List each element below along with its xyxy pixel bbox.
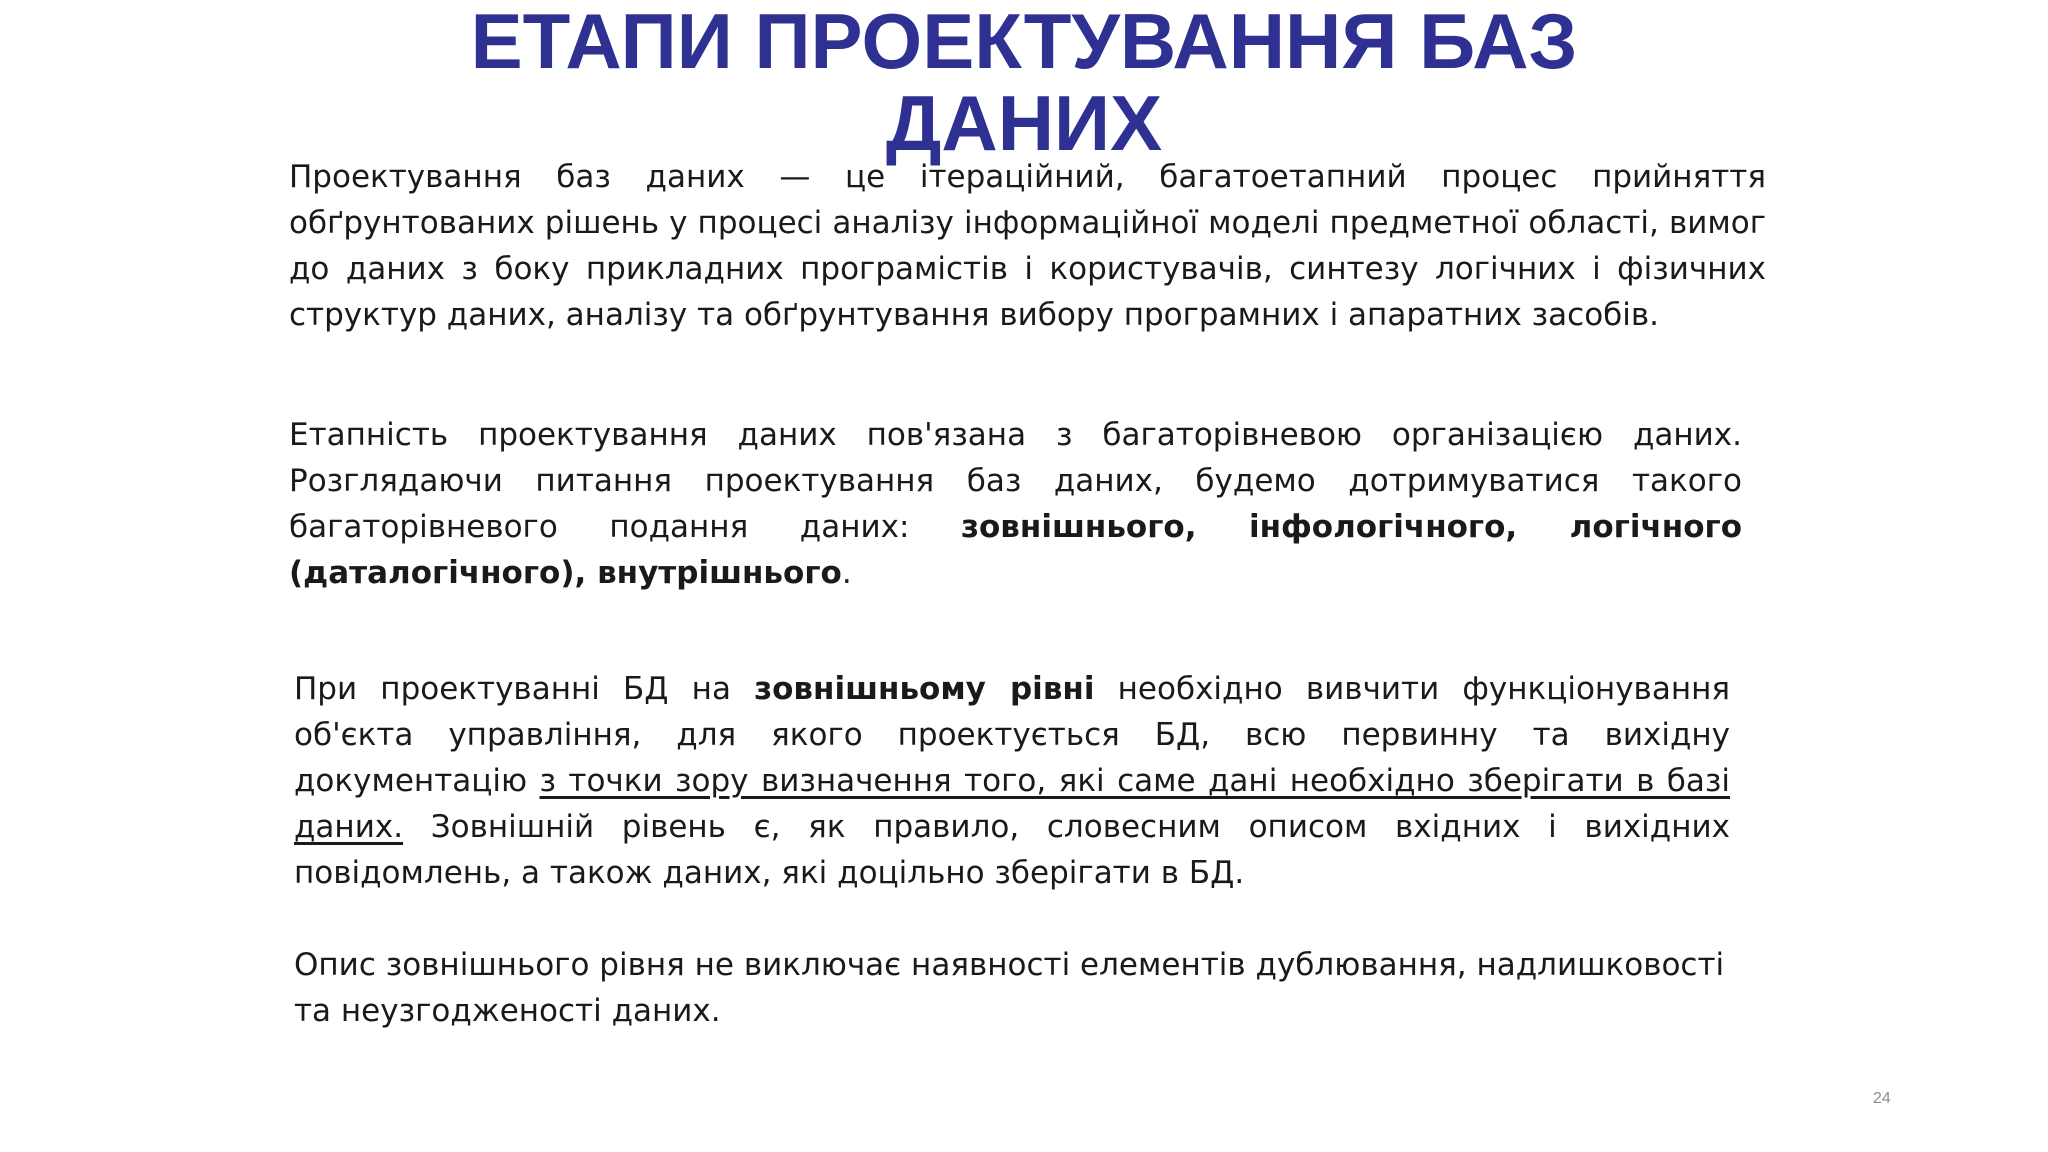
paragraph-external-bold: зовнішньому рівні	[754, 671, 1095, 707]
paragraph-external-text-start: При проектуванні БД на	[294, 671, 755, 707]
paragraph-external-underlined: з точки зору визначення того, які саме дані необхідно зберігати в базі даних.	[294, 763, 1731, 845]
paragraph-definition: Проектування баз даних — це ітераційний, багатоетапний процес прийняття обґрунтованих рішень у процесі аналізу інформаційної моделі предметної області, вимог до даних з боку прикладних програмістів і користувачів, синтезу логічних і фізичних структур даних, аналізу та обґрунтування вибору програмних і апаратних засобів.	[289, 159, 1766, 333]
paragraph-external-text-end: Зовнішній рівень є, як правило, словесним описом вхідних і вихідних повідомлень, а також даних, які доцільно зберігати в БД.	[294, 809, 1730, 891]
paragraph-levels-text: Етапність проектування даних пов'язана з багаторівневою організацією даних. Розглядаючи питання проектування баз даних, будемо дотримуватися такого багаторівневого подання даних:	[289, 417, 1742, 545]
paragraph-external-level	[294, 666, 1730, 896]
paragraph-external-text-middle: необхідно вивчити функціонування об'єкта управління, для якого проектується БД, всю первинну та вихідну документацію	[294, 671, 1730, 799]
paragraph-levels-bold-list: зовнішнього, інфологічного, логічного (даталогічного), внутрішнього	[289, 509, 1743, 591]
slide-title: ЕТАПИ ПРОЕКТУВАННЯ БАЗ ДАНИХ	[470, 0, 1578, 167]
paragraph-external-description: Опис зовнішнього рівня не виключає наявності елементів дублювання, надлишковості та неузгодженості даних.	[294, 947, 1725, 1029]
page-number: 24	[1873, 1090, 1891, 1107]
paragraph-levels	[289, 412, 1742, 596]
paragraph-levels-end: .	[841, 555, 852, 591]
